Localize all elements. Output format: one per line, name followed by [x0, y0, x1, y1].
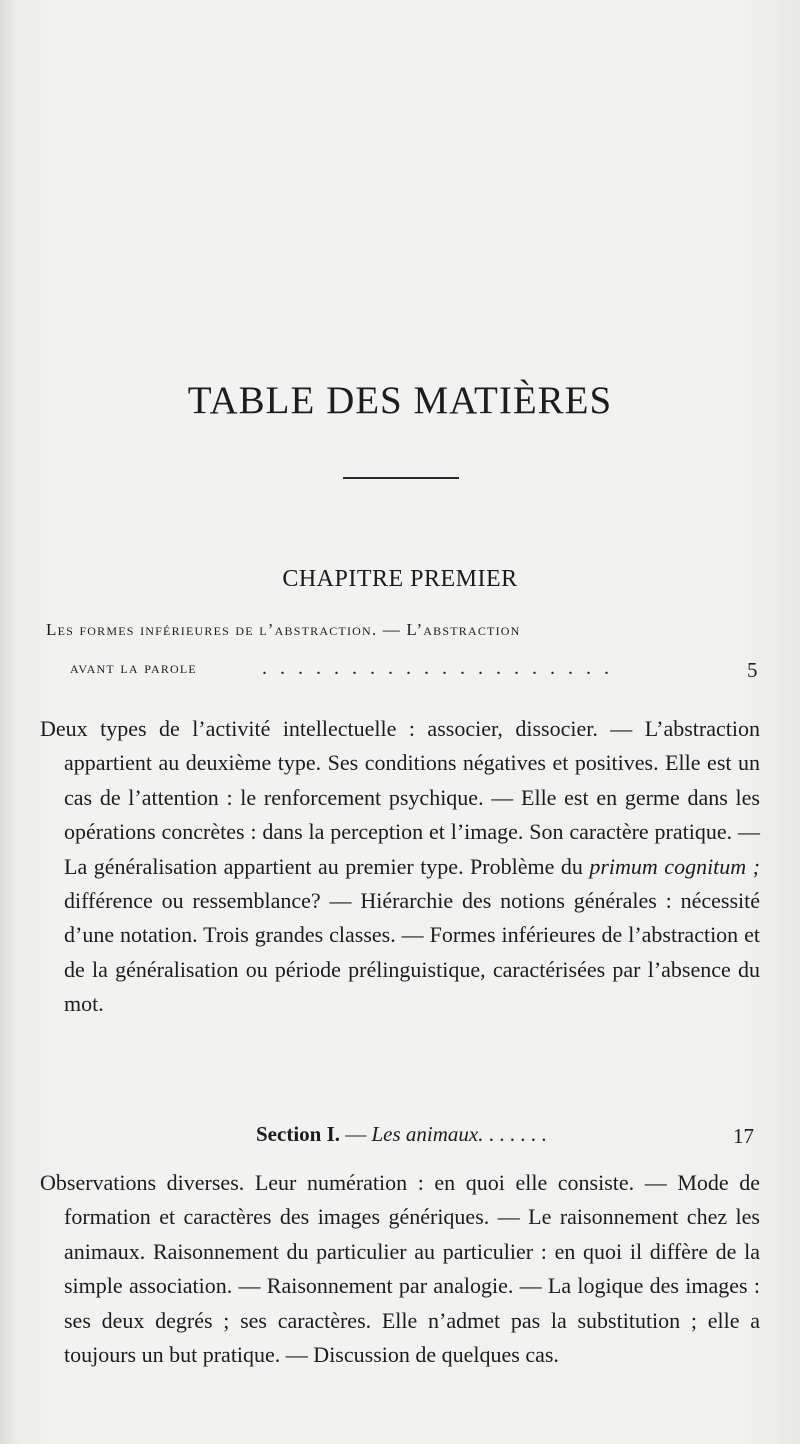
section-1-heading	[256, 1122, 547, 1147]
section-1-leader: . . . . . .	[483, 1122, 547, 1146]
chapter-subtitle-line-2: avant la parole	[70, 658, 197, 677]
section-1-label: Section I.	[256, 1122, 340, 1146]
section-1-page-number: 17	[733, 1124, 754, 1148]
chapter-page-number: 5	[747, 658, 758, 682]
chapter-summary-part-1: Deux types de l’activité intellectuelle : associer, dissocier. — L’abstraction appartient au deuxième type. Ses conditions négatives et positives. Elle est un cas de l’attention : le renforcement psychique. — Elle est en germe dans les opérations concrètes : dans la perception et l’image. Son caractère pratique. — La généralisation appartient au premier type. Problème du	[40, 716, 760, 879]
chapter-leader-dots: . . . . . . . . . . . . . . . . . . . .	[262, 657, 613, 679]
page-title: TABLE DES MATIÈRES	[187, 379, 613, 422]
chapter-heading: CHAPITRE PREMIER	[282, 566, 518, 592]
chapter-subtitle-line-1: Les formes inférieures de l’abstraction. — L’abstraction	[46, 620, 521, 639]
section-1-title: Les animaux.	[371, 1122, 484, 1146]
section-1-summary: Observations diverses. Leur numération : en quoi elle consiste. — Mode de formation et caractères des images génériques. — Le raisonnement chez les animaux. Raisonnement du particulier au particulier : en quoi il diffère de la simple association. — Raisonnement par analogie. — La logique des images : ses deux degrés ; ses caractères. Elle n’admet pas la substitution ; elle a toujours un but pratique. — Discussion de quelques cas.	[40, 1170, 760, 1368]
section-1-dash: —	[340, 1122, 372, 1146]
chapter-summary-part-2: différence ou ressemblance? — Hiérarchie des notions générales : nécessité d’une notation. Trois grandes classes. — Formes inférieures de l’abstraction et de la généralisation ou période prélinguistique, caractérisées par l’absence du mot.	[64, 888, 760, 1017]
title-rule	[343, 477, 459, 479]
chapter-summary	[40, 712, 760, 1022]
chapter-summary-italic: primum cognitum ;	[589, 853, 760, 879]
